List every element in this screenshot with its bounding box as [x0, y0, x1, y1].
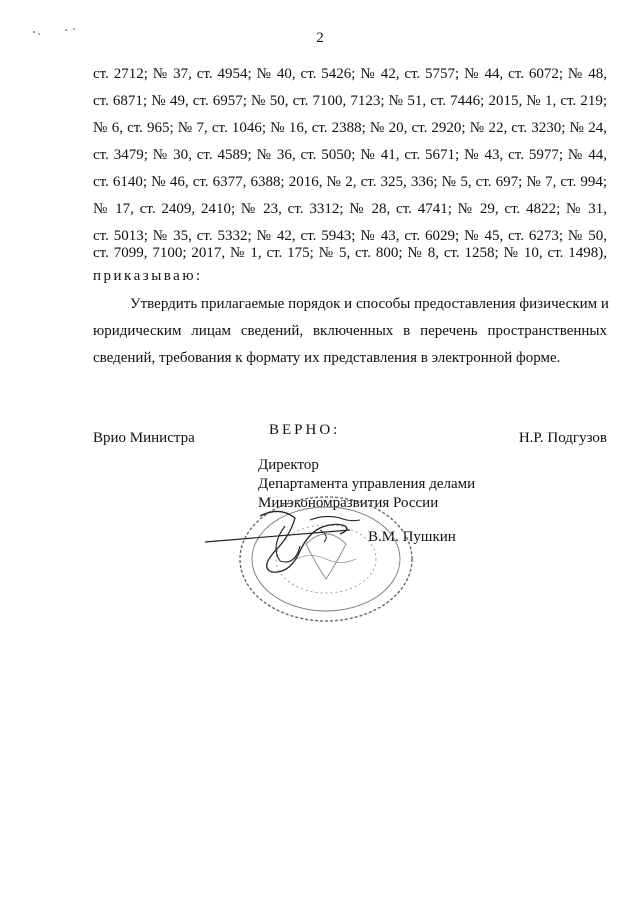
signer-title: Врио Министра: [93, 430, 195, 446]
citation-line: № 17, ст. 2409, 2410; № 23, ст. 3312; № 28, ст. 4741; № 29, ст. 4822; № 31,: [93, 201, 607, 217]
citation-line: ст. 3479; № 30, ст. 4589; № 36, ст. 5050; № 41, ст. 5671; № 43, ст. 5977; № 44,: [93, 147, 607, 163]
page-number: 2: [316, 30, 324, 46]
citation-line: № 6, ст. 965; № 7, ст. 1046; № 16, ст. 2388; № 20, ст. 2920; № 22, ст. 3230; № 24,: [93, 120, 607, 136]
certification-position: Директор: [258, 457, 319, 473]
handwritten-signature: [200, 506, 380, 576]
order-word: приказываю:: [93, 268, 203, 284]
paragraph-line: юридическим лицам сведений, включенных в перечень пространственных: [93, 323, 607, 339]
paragraph-line: Утвердить прилагаемые порядок и способы предоставления физическим и: [130, 296, 609, 312]
signer-name: Н.Р. Подгузов: [518, 430, 607, 446]
citation-line: ст. 5013; № 35, ст. 5332; № 42, ст. 5943; № 43, ст. 6029; № 45, ст. 6273; № 50,: [93, 228, 607, 244]
citation-line: ст. 6871; № 49, ст. 6957; № 50, ст. 7100, 7123; № 51, ст. 7446; 2015, № 1, ст. 219;: [93, 93, 607, 109]
certification-ministry: Минэкономразвития России: [258, 495, 439, 511]
certification-name: В.М. Пушкин: [368, 529, 456, 545]
citation-line: ст. 6140; № 46, ст. 6377, 6388; 2016, № 2, ст. 325, 336; № 5, ст. 697; № 7, ст. 994;: [93, 174, 607, 190]
paragraph-line: сведений, требования к формату их представления в электронной форме.: [93, 350, 561, 366]
certification-heading: ВЕРНО:: [269, 422, 341, 438]
citation-line: ст. 2712; № 37, ст. 4954; № 40, ст. 5426; № 42, ст. 5757; № 44, ст. 6072; № 48,: [93, 66, 607, 82]
citation-line: ст. 7099, 7100; 2017, № 1, ст. 175; № 5, ст. 800; № 8, ст. 1258; № 10, ст. 1498),: [93, 245, 607, 261]
certification-department: Департамента управления делами: [258, 476, 476, 492]
